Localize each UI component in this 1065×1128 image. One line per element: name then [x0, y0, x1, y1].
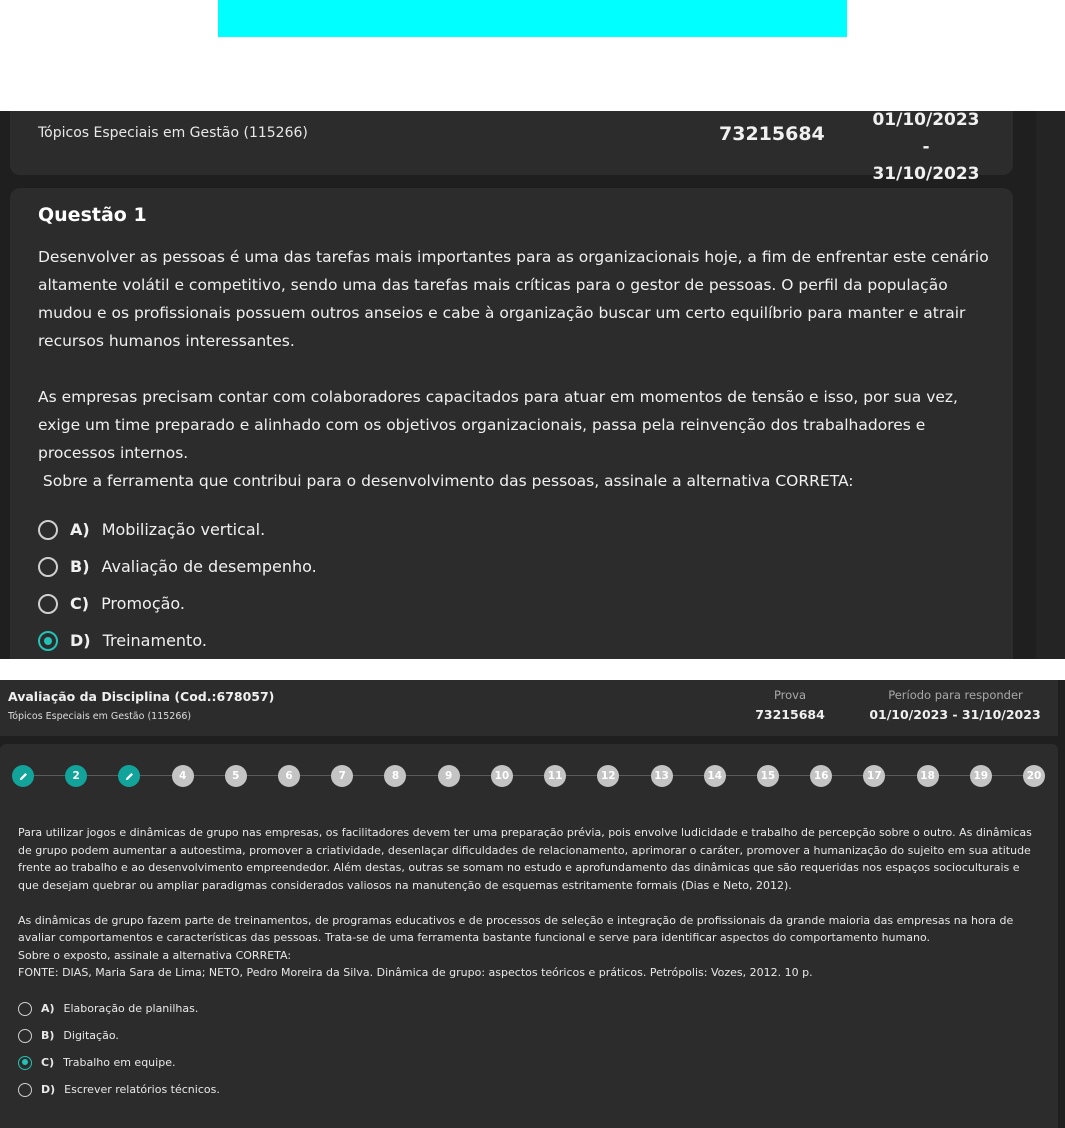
exam-title: Avaliação da Disciplina (Cod.:678057) [8, 689, 275, 704]
radio-button[interactable] [18, 1002, 32, 1016]
scrollbar-track[interactable] [1036, 111, 1065, 659]
option-text: Escrever relatórios técnicos. [64, 1083, 220, 1096]
question-stepper [12, 765, 1045, 787]
option-text: Digitação. [63, 1029, 119, 1042]
option-text: Mobilização vertical. [101, 520, 266, 539]
option-text: Promoção. [101, 594, 186, 613]
option-a[interactable] [18, 995, 220, 1022]
radio-button[interactable] [18, 1083, 32, 1097]
option-a[interactable] [38, 511, 317, 548]
course-name: Tópicos Especiais em Gestão (115266) [8, 711, 192, 722]
option-letter: C) [41, 1056, 55, 1069]
exam-header [0, 680, 1058, 736]
question-card [0, 744, 1058, 1128]
question-statement [38, 243, 998, 495]
exam-code: 73215684 [719, 123, 825, 145]
highlight-banner [218, 0, 847, 37]
radio-button[interactable] [38, 520, 58, 540]
question-step-20[interactable]: 20 [1023, 765, 1045, 787]
question-step-7[interactable]: 7 [331, 765, 353, 787]
question-step-3-pencil-icon[interactable] [118, 765, 140, 787]
question-step-1-pencil-icon[interactable] [12, 765, 34, 787]
question-step-11[interactable]: 11 [544, 765, 566, 787]
option-b[interactable] [38, 548, 317, 585]
question-2-panel [0, 680, 1065, 1128]
question-step-10[interactable]: 10 [491, 765, 513, 787]
question-step-19[interactable]: 19 [970, 765, 992, 787]
radio-button[interactable] [18, 1056, 32, 1070]
option-letter: B) [41, 1029, 55, 1042]
question-title: Questão 1 [38, 204, 147, 226]
course-name: Tópicos Especiais em Gestão (115266) [38, 125, 308, 141]
statement-paragraph: As empresas precisam contar com colaboradores capacitados para atuar em momentos de tensão e isso, por sua vez, exige um time preparado e alinhado com os objetivos organizacionais, passa pela reinvenção dos trabalhadores e processos internos. [38, 388, 958, 462]
question-step-9[interactable]: 9 [438, 765, 460, 787]
question-step-18[interactable]: 18 [917, 765, 939, 787]
option-text: Avaliação de desempenho. [101, 557, 317, 576]
prova-value: 73215684 [755, 707, 825, 722]
question-step-13[interactable]: 13 [651, 765, 673, 787]
statement-paragraph: Desenvolver as pessoas é uma das tarefas mais importantes para as organizacionais hoje, a fim de enfrentar este cenário altamente volátil e competitivo, sendo uma das tarefas mais críticas para o gestor de pessoas. O perfil da população mudou e os profissionais possuem outros anseios e cabe à organização buscar um certo equilíbrio para manter e atrair recursos humanos interessantes. [38, 248, 989, 350]
option-letter: C) [70, 594, 90, 613]
radio-button[interactable] [38, 557, 58, 577]
period-value: 01/10/2023 - 31/10/2023 [869, 707, 1041, 722]
statement-paragraph: Para utilizar jogos e dinâmicas de grupo nas empresas, os facilitadores devem ter uma preparação prévia, pois envolve ludicidade e trabalho de percepção sobre o outro. As dinâmicas de grupo podem aumentar a autoestima, promover a criatividade, desenlaçar dificuldades de relacionamento, aprimorar o caráter, promover a humanização do sujeito em sua atitude frente ao trabalho e ao desenvolvimento empreendedor. Além destas, outras se somam no estudo e aprofundamento das dinâmicas que são requeridas nos espaços socioculturais e que desejam quebrar ou ampliar paradigmas considerados valiosos na manutenção de esquemas estritamente formais (Dias e Neto, 2012). [18, 826, 1032, 892]
question-1-panel [0, 111, 1036, 659]
option-text: Trabalho em equipe. [63, 1056, 176, 1069]
statement-prompt: Sobre a ferramenta que contribui para o desenvolvimento das pessoas, assinale a alternativa CORRETA: [38, 472, 854, 490]
question-step-6[interactable]: 6 [278, 765, 300, 787]
option-b[interactable] [18, 1022, 220, 1049]
question-step-14[interactable]: 14 [704, 765, 726, 787]
prova-label: Prova [773, 688, 807, 702]
question-statement [18, 824, 1043, 982]
option-letter: A) [41, 1002, 55, 1015]
period-label: Período para responder [888, 688, 1023, 702]
option-letter: D) [70, 631, 91, 650]
radio-button[interactable] [38, 594, 58, 614]
question-step-2[interactable]: 2 [65, 765, 87, 787]
option-c[interactable] [18, 1049, 220, 1076]
statement-paragraph: As dinâmicas de grupo fazem parte de treinamentos, de programas educativos e de processos de seleção e integração de profissionais da grande maioria das empresas na hora de avaliar comportamentos e características das pessoas. Trata-se de uma ferramenta bastante funcional e serve para identificar aspectos do comportamento humano. [18, 913, 1014, 944]
question-step-5[interactable]: 5 [225, 765, 247, 787]
option-letter: A) [70, 520, 90, 539]
answer-options [18, 995, 220, 1103]
radio-button[interactable] [18, 1029, 32, 1043]
question-step-16[interactable]: 16 [810, 765, 832, 787]
option-text: Treinamento. [102, 631, 207, 650]
question-step-15[interactable]: 15 [757, 765, 779, 787]
option-letter: D) [41, 1083, 56, 1096]
radio-button[interactable] [38, 631, 58, 651]
question-step-8[interactable]: 8 [384, 765, 406, 787]
statement-source: FONTE: DIAS, Maria Sara de Lima; NETO, Pedro Moreira da Silva. Dinâmica de grupo: aspectos teóricos e práticos. Petrópolis: Vozes, 2012. 10 p. [18, 966, 813, 979]
option-d[interactable] [38, 622, 317, 659]
option-letter: B) [70, 557, 90, 576]
answer-options [38, 511, 317, 659]
option-d[interactable] [18, 1076, 220, 1103]
period-end: 31/10/2023 [872, 164, 980, 184]
exam-header [10, 110, 1013, 184]
statement-prompt: Sobre o exposto, assinale a alternativa CORRETA: [18, 948, 292, 962]
option-c[interactable] [38, 585, 317, 622]
question-step-17[interactable]: 17 [863, 765, 885, 787]
question-card [10, 188, 1013, 659]
option-text: Elaboração de planilhas. [63, 1002, 199, 1015]
question-step-12[interactable]: 12 [597, 765, 619, 787]
answer-period [868, 107, 984, 188]
question-step-4[interactable]: 4 [172, 765, 194, 787]
period-start: 01/10/2023 - [872, 110, 980, 157]
